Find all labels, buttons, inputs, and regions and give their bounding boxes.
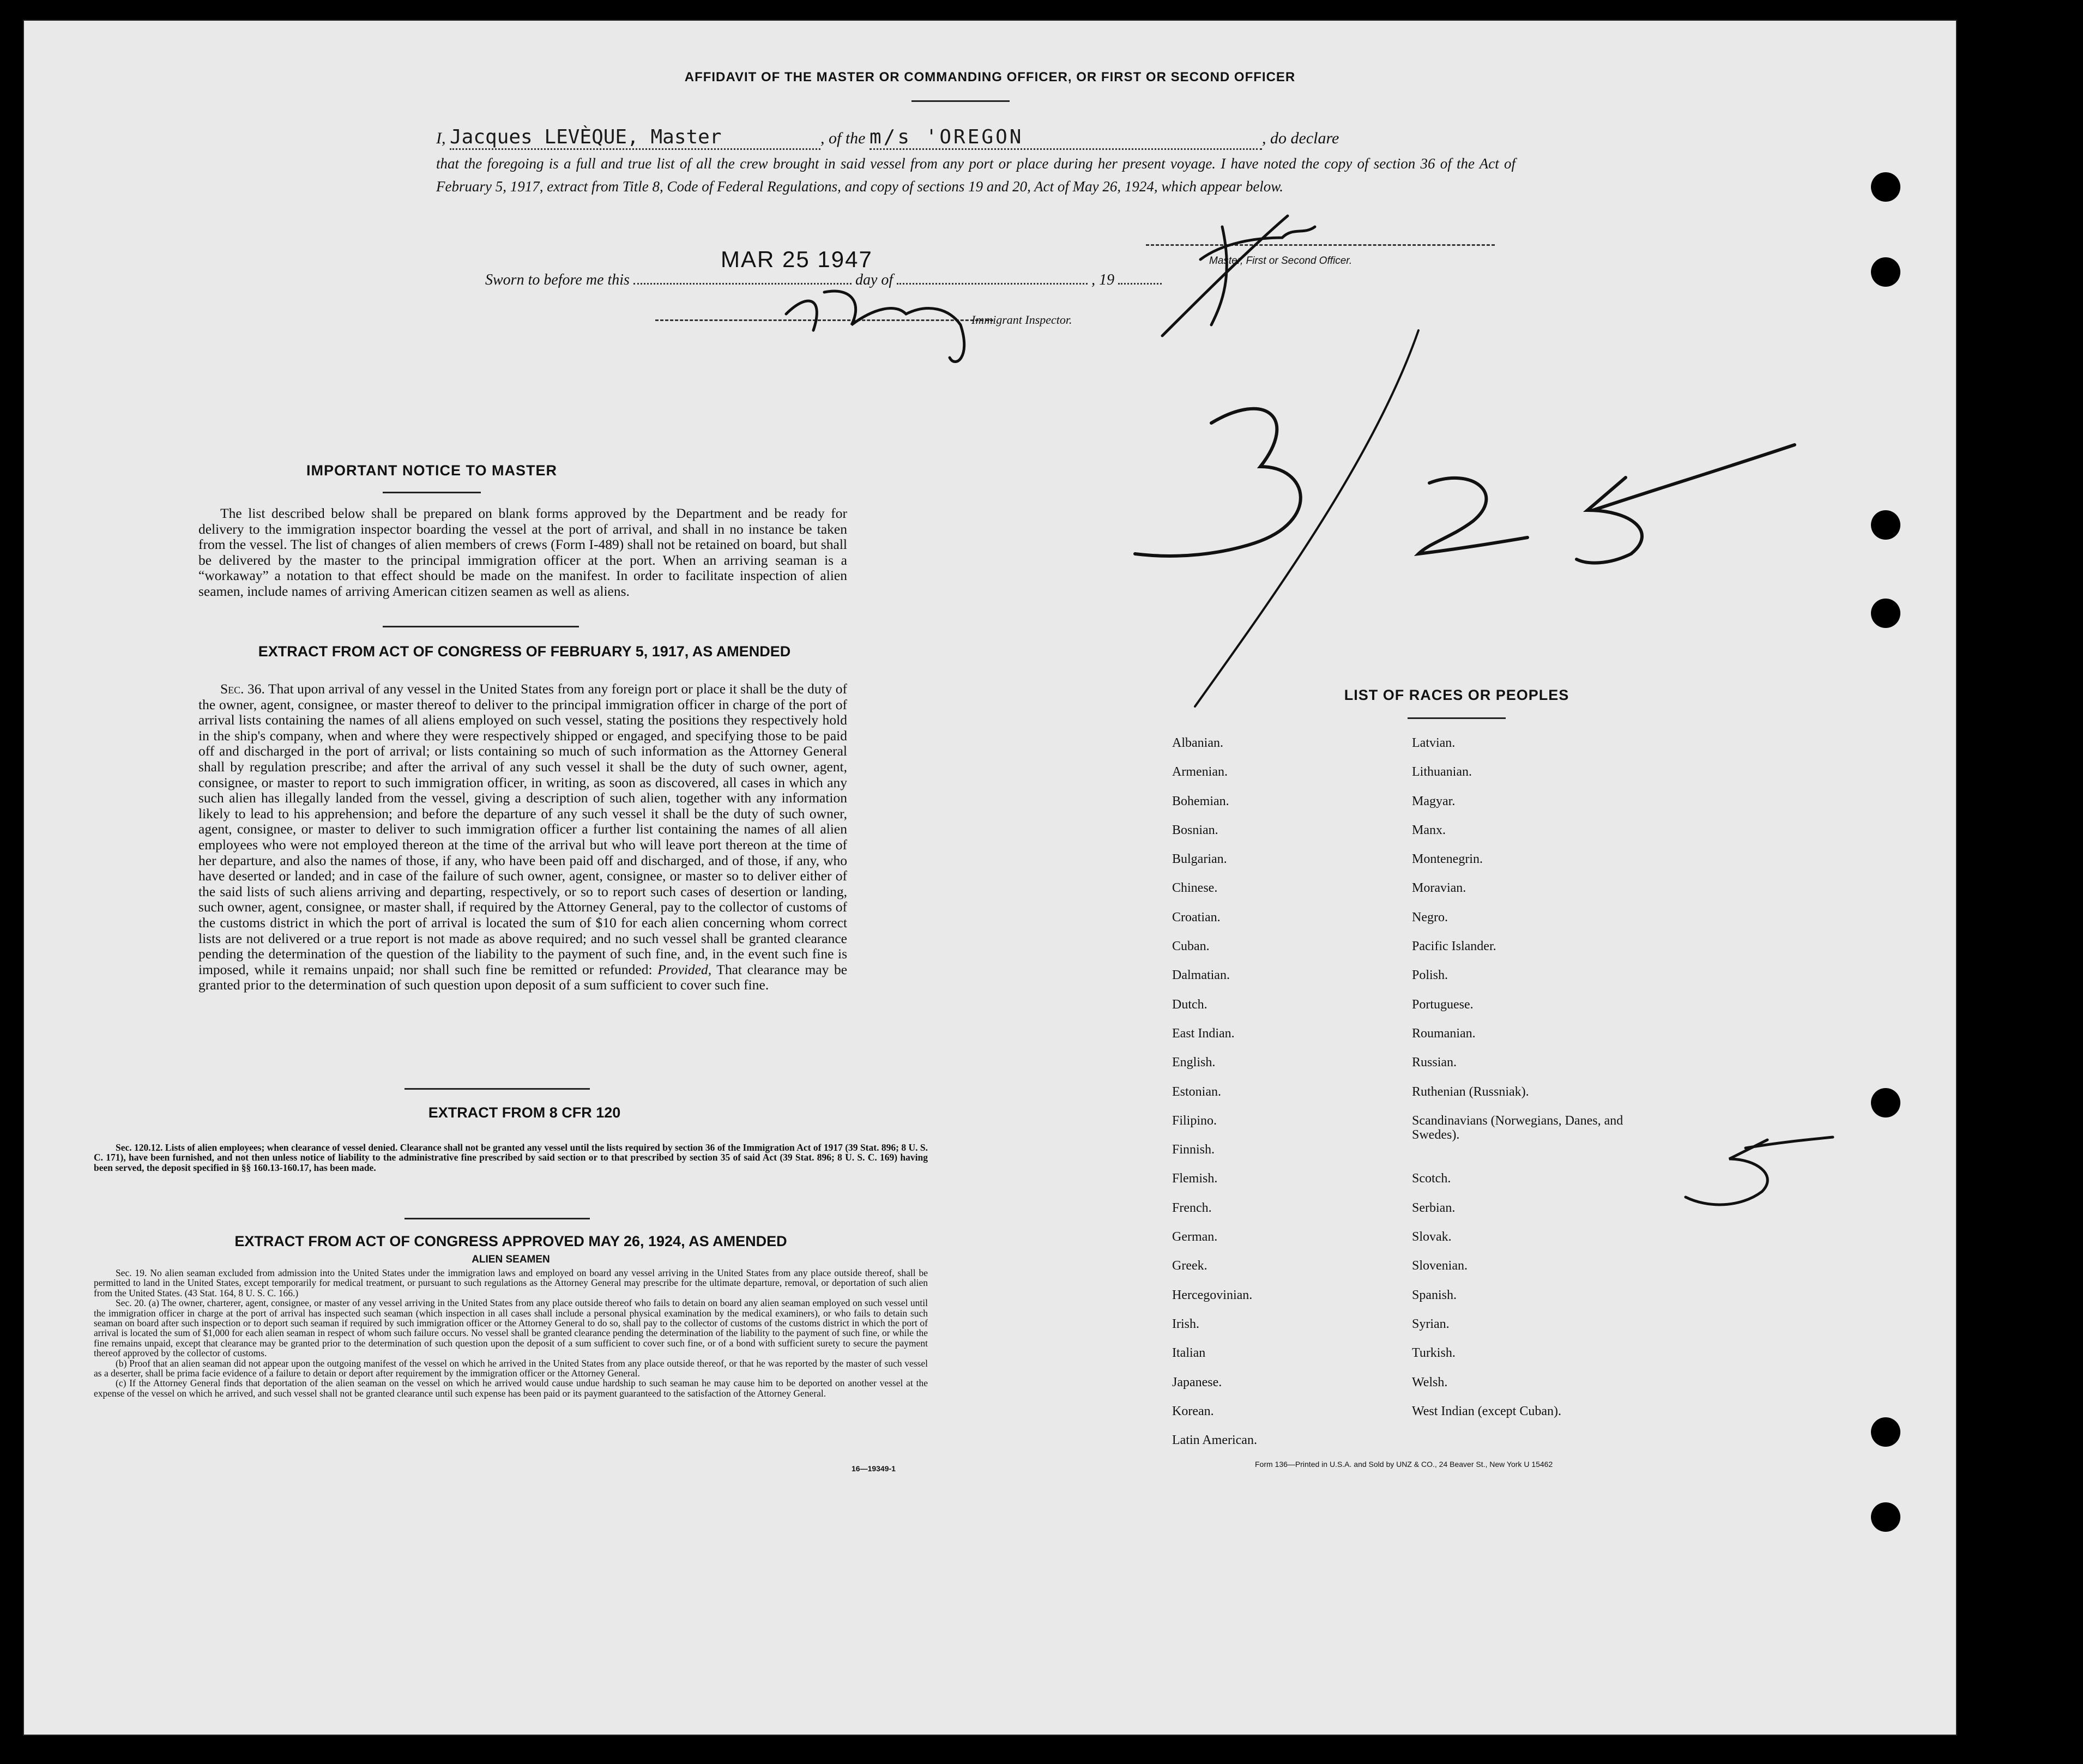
- race-item: Polish.: [1412, 968, 1448, 983]
- sworn-label: Sworn to before me this: [485, 271, 630, 288]
- race-item: Roumanian.: [1412, 1026, 1476, 1041]
- big-slash: [1195, 330, 1418, 706]
- extract-1924-subheading: ALIEN SEAMEN: [472, 1254, 550, 1265]
- race-item: Dalmatian.: [1172, 968, 1230, 983]
- binder-hole: [1871, 1088, 1900, 1117]
- race-item: French.: [1172, 1200, 1212, 1215]
- race-item: Korean.: [1172, 1404, 1214, 1418]
- digit-five-small: [1686, 1137, 1833, 1205]
- race-item: Slovak.: [1412, 1230, 1452, 1245]
- digit-five-large: [1577, 445, 1795, 563]
- binder-hole: [1871, 1502, 1900, 1532]
- race-item: Latvian.: [1412, 736, 1456, 750]
- race-item: Estonian.: [1172, 1084, 1221, 1099]
- date-stamp-text: MAR 25 1947: [721, 246, 873, 272]
- notice-heading: IMPORTANT NOTICE TO MASTER: [306, 462, 557, 479]
- race-item: English.: [1172, 1055, 1216, 1070]
- race-item: Scotch.: [1412, 1171, 1451, 1186]
- inspector-signature: [786, 291, 964, 361]
- race-item: Filipino.: [1172, 1113, 1217, 1128]
- race-item: Bohemian.: [1172, 794, 1229, 808]
- sec36-text: That upon arrival of any vessel in the United States from any foreign port or place it shall be the duty of the owner, agent, consignee, or master thereof to deliver to the principal immigration officer in charge of the port of arrival lists containing the names of all aliens employed on such vessel, stating the positions they respectively hold in the ship's company, when and where they were respectively shipped or engaged, and specifying those to be paid off and discharged in the port of arrival; or lists containing so much of such information as the Attorney General shall by regulation prescribe; and after the arrival of any such vessel it shall be the duty of such owner, agent, consignee, or master to report to such immigration officer, in writing, as soon as discovered, all cases in which any such alien has illegally landed from the vessel, giving a description of such alien, together with any information likely to lead to his apprehension; and before the departure of any such vessel it shall be the duty of such owner, agent, consignee, or master to deliver to such immigration officer a further list containing the names of all alien employees who were not employed thereon at the time of the arrival but who will leave port thereon at the time of her departure, and also the names of those, if any, who have been paid off and discharged, and of those, if any, who have deserted or landed; and in case of the failure of such owner, agent, consignee, or master so to deliver either of the said lists of such aliens arriving and departing, respectively, or so to report such cases of desertion or landing, such owner, agent, consignee, or master shall, if required by the Attorney General, pay to the collector of customs of the customs district in which the port of arrival is located the sum of $10 for each alien concerning whom correct lists are not delivered or a true report is not made as above required; and no such vessel shall be granted clearance pending the determination of the question of the liability to the payment of such fine, and, in the event such fine is imposed, while it remains unpaid; nor shall such fine be remitted or refunded:: [198, 681, 847, 977]
- race-item: Montenegrin.: [1412, 852, 1483, 867]
- races-heading: LIST OF RACES OR PEOPLES: [1344, 687, 1569, 703]
- extract-1924-text: [94, 1268, 928, 1398]
- race-item: Pacific Islander.: [1412, 939, 1496, 954]
- race-item: Turkish.: [1412, 1346, 1456, 1361]
- divider: [383, 626, 579, 627]
- extract-1924-heading: EXTRACT FROM ACT OF CONGRESS APPROVED MAY 26, 1924, AS AMENDED: [234, 1233, 787, 1249]
- race-item: Serbian.: [1412, 1200, 1456, 1215]
- declarant-name: Jacques LEVÈQUE: [450, 126, 627, 148]
- race-item: Lithuanian.: [1412, 765, 1472, 780]
- race-item: Dutch.: [1172, 997, 1207, 1012]
- declarant-rank: Master: [650, 126, 722, 148]
- binder-hole: [1871, 1417, 1900, 1447]
- race-item: Welsh.: [1412, 1375, 1448, 1390]
- race-item: Bosnian.: [1172, 823, 1218, 837]
- form-footer: Form 136—Printed in U.S.A. and Sold by UNZ & CO., 24 Beaver St., New York U 15462: [1255, 1460, 1553, 1469]
- divider: [383, 492, 481, 493]
- race-item: Spanish.: [1412, 1288, 1457, 1302]
- binder-hole: [1871, 257, 1900, 287]
- binder-hole: [1871, 172, 1900, 202]
- race-item: Portuguese.: [1412, 997, 1474, 1012]
- extract-1917-heading: EXTRACT FROM ACT OF CONGRESS OF FEBRUARY 5, 1917, AS AMENDED: [258, 643, 791, 660]
- race-item: Chinese.: [1172, 881, 1218, 896]
- divider: [404, 1218, 590, 1219]
- binder-hole: [1871, 510, 1900, 540]
- affidavit-title: AFFIDAVIT OF THE MASTER OR COMMANDING OFFICER, OR FIRST OR SECOND OFFICER: [684, 70, 1296, 84]
- race-item: Italian: [1172, 1346, 1206, 1361]
- do-declare-label: , do declare: [1262, 129, 1339, 147]
- sec20c-text: (c) If the Attorney General finds that deportation of the alien seaman on the vessel on which he arrived would cause undue hardship to such seaman he may cause him to be deported on another vessel at the expense of the vessel on which he arrived, and such vessel shall not be granted clearance until such expense has been paid or its payment guaranteed to the satisfaction of the Attorney General.: [94, 1378, 928, 1399]
- digit-two: [1418, 478, 1527, 554]
- race-item: Croatian.: [1172, 910, 1221, 925]
- notice-text: The list described below shall be prepared on blank forms approved by the Department and be ready for delivery to the immigration inspector boarding the vessel at the port of arrival, and shall in no instance be taken from the vessel. The list of changes of alien members of crews (Form I-489) shall not be retained on board, but shall be delivered by the master to the principal immigration officer at the port. When an arriving seaman is a “workaway” a notation to that effect should be made on the manifest. In order to facilitate inspection of alien seamen, include names of arriving American citizen seamen as well as aliens.: [198, 505, 847, 599]
- affidavit-paragraph: that the foregoing is a full and true list of all the crew brought in said vessel from any port or place during her present voyage. I have noted the copy of section 36 of the Act of February 5, 1917, extract from Title 8, Code of Federal Regulations, and copy of sections 19 and 20, Act of May 26, 1924, which appear below.: [436, 155, 1516, 195]
- declarant-field: Jacques LEVÈQUE, Master: [450, 126, 820, 150]
- race-item: Hercegovinian.: [1172, 1288, 1253, 1302]
- race-item: German.: [1172, 1230, 1218, 1245]
- race-item: Ruthenian (Russniak).: [1412, 1084, 1529, 1099]
- race-item: Armenian.: [1172, 765, 1228, 780]
- extract-1917-text: [198, 681, 847, 993]
- inspector-label: Immigrant Inspector.: [971, 313, 1072, 327]
- cfr-text: Sec. 120.12. Lists of alien employees; when clearance of vessel denied. Clearance shall not be granted any vessel until the lists required by section 36 of the Immigration Act of 1917 (39 Stat. 896; 8 U. S. C. 171), have been furnished, and not then unless notice of liability to the administrative fine prescribed by said section or to that prescribed by section 35 of said Act (39 Stat. 896; 8 U. S. C. 169) having been served, the deposit specified in §§ 160.13-160.17, has been made.: [94, 1142, 928, 1173]
- officer-label: Master, First or Second Officer.: [1209, 255, 1353, 267]
- race-item: Syrian.: [1412, 1316, 1450, 1331]
- race-item: Cuban.: [1172, 939, 1210, 954]
- race-item: Slovenian.: [1412, 1259, 1468, 1273]
- race-item: Bulgarian.: [1172, 852, 1227, 867]
- year-label: , 19: [1091, 271, 1115, 288]
- race-item: Negro.: [1412, 910, 1448, 925]
- digit-three: [1135, 409, 1301, 556]
- sec36-label: Sec. 36.: [220, 681, 265, 697]
- binder-hole: [1871, 599, 1900, 628]
- divider: [404, 1088, 590, 1090]
- vessel-name: m/s 'OREGON: [870, 126, 1024, 148]
- race-item: Flemish.: [1172, 1171, 1218, 1186]
- race-item: Greek.: [1172, 1259, 1207, 1273]
- provided-label: Provided,: [657, 961, 712, 977]
- form-code: 16—19349-1: [852, 1464, 896, 1473]
- of-the-label: , of the: [820, 129, 866, 147]
- divider: [1408, 717, 1506, 719]
- race-item: East Indian.: [1172, 1026, 1235, 1041]
- sec19-text: Sec. 19. No alien seaman excluded from admission into the United States under the immigration laws and employed on board any vessel arriving in the United States from any place outside thereof, shall be permitted to land in the United States, except temporarily for medical treatment, or pursuant to such regulations as the Attorney General may prescribe for the ultimate departure, removal, or deportation of such alien from the United States. (43 Stat. 164, 8 U. S. C. 166.): [94, 1267, 928, 1298]
- race-item: West Indian (except Cuban).: [1412, 1404, 1561, 1418]
- race-item: Scandinavians (Norwegians, Danes, and Swedes).: [1412, 1113, 1623, 1142]
- races-left-column: [1172, 736, 1401, 1462]
- race-item: Magyar.: [1412, 794, 1456, 808]
- declaration-prefix: I,: [436, 129, 446, 147]
- sec20b-text: (b) Proof that an alien seaman did not appear upon the outgoing manifest of the vessel on which he arrived in the United States from any place outside thereof, or that he was reported by the master of such vessel as a deserter, shall be prima facie evidence of a failure to detain or deport after requirement by the immigration officer or the Attorney General.: [94, 1357, 928, 1379]
- officer-signature: [1162, 216, 1315, 336]
- sec20a-text: Sec. 20. (a) The owner, charterer, agent, consignee, or master of any vessel arriving in the United States from any place outside thereof who fails to detain on board any alien seaman employed on such vessel until the immigration officer in charge at the port of arrival has inspected such seaman (which inspection in all cases shall include a personal physical examination by the medical examiners), or who fails to detain such seaman on board after such inspection or to deport such seaman if required by such immigration officer or the Attorney General to do so, shall pay to the collector of customs of the customs district in which the port of arrival is located the sum of $1,000 for each alien seaman in respect of whom such failure occurs. No vessel shall be granted clearance pending the determination of the liability to the payment of such fine, or while the fine remains unpaid, except that clearance may be granted prior to the determination of such question upon the deposit of a sum sufficient to cover such fine, or of a bond with sufficient surety to secure the payment thereof approved by the collector of customs.: [94, 1297, 928, 1359]
- race-item: Manx.: [1412, 823, 1446, 837]
- race-item: Russian.: [1412, 1055, 1457, 1070]
- cfr-heading: EXTRACT FROM 8 CFR 120: [428, 1104, 621, 1121]
- race-item: Finnish.: [1172, 1143, 1215, 1157]
- race-item: Moravian.: [1412, 881, 1466, 896]
- document-page: [23, 20, 1957, 1736]
- race-item: Japanese.: [1172, 1375, 1222, 1390]
- races-right-column: [1412, 736, 1652, 1433]
- race-item: Latin American.: [1172, 1433, 1257, 1448]
- race-item: Albanian.: [1172, 736, 1223, 750]
- day-of-label: day of: [855, 271, 893, 288]
- provided-text: That clearance may be granted prior to the determination of such question upon deposit of a sum sufficient to cover such fine.: [198, 961, 848, 993]
- race-item: Irish.: [1172, 1316, 1199, 1331]
